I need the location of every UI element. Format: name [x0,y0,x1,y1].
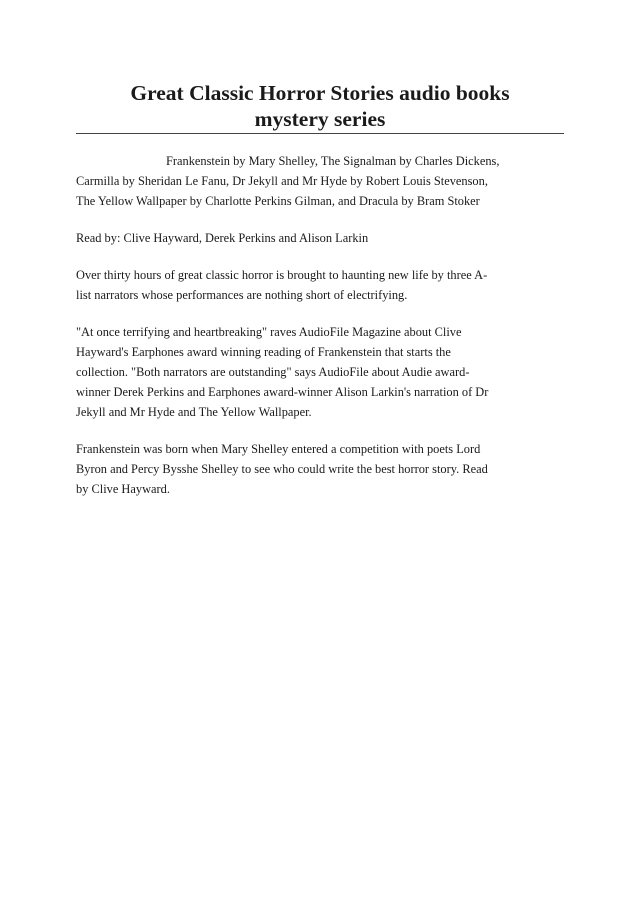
document-title [76,80,564,132]
paragraph-reviews [76,322,566,422]
text-line: "At once terrifying and heartbreaking" raves AudioFile Magazine about Clive [76,325,462,339]
text-line: Frankenstein was born when Mary Shelley entered a competition with poets Lord [76,442,481,456]
text-line: Over thirty hours of great classic horror is brought to haunting new life by three A- [76,268,488,282]
text-line: Jekyll and Mr Hyde and The Yellow Wallpaper. [76,405,312,419]
text-line: winner Derek Perkins and Earphones award-winner Alison Larkin's narration of Dr [76,385,489,399]
text-line: Frankenstein by Mary Shelley, The Signalman by Charles Dickens, [166,154,500,168]
paragraph-overview [76,265,566,305]
text-line: Carmilla by Sheridan Le Fanu, Dr Jekyll and Mr Hyde by Robert Louis Stevenson, [76,174,488,188]
text-line: by Clive Hayward. [76,482,170,496]
paragraph-frankenstein-origin [76,439,566,499]
text-line: The Yellow Wallpaper by Charlotte Perkins Gilman, and Dracula by Bram Stoker [76,194,480,208]
paragraph-book-list [76,151,566,211]
title-divider [76,133,564,134]
text-line: Read by: Clive Hayward, Derek Perkins and Alison Larkin [76,231,369,245]
text-line: list narrators whose performances are nothing short of electrifying. [76,288,408,302]
text-line: Byron and Percy Bysshe Shelley to see who could write the best horror story. Read [76,462,488,476]
title-line-1: Great Classic Horror Stories audio books [130,81,510,105]
title-line-2: mystery series [254,107,386,131]
text-line: collection. "Both narrators are outstanding" says AudioFile about Audie award- [76,365,470,379]
paragraph-narrators [76,228,566,248]
document-body [76,151,566,516]
text-line: Hayward's Earphones award winning reading of Frankenstein that starts the [76,345,451,359]
